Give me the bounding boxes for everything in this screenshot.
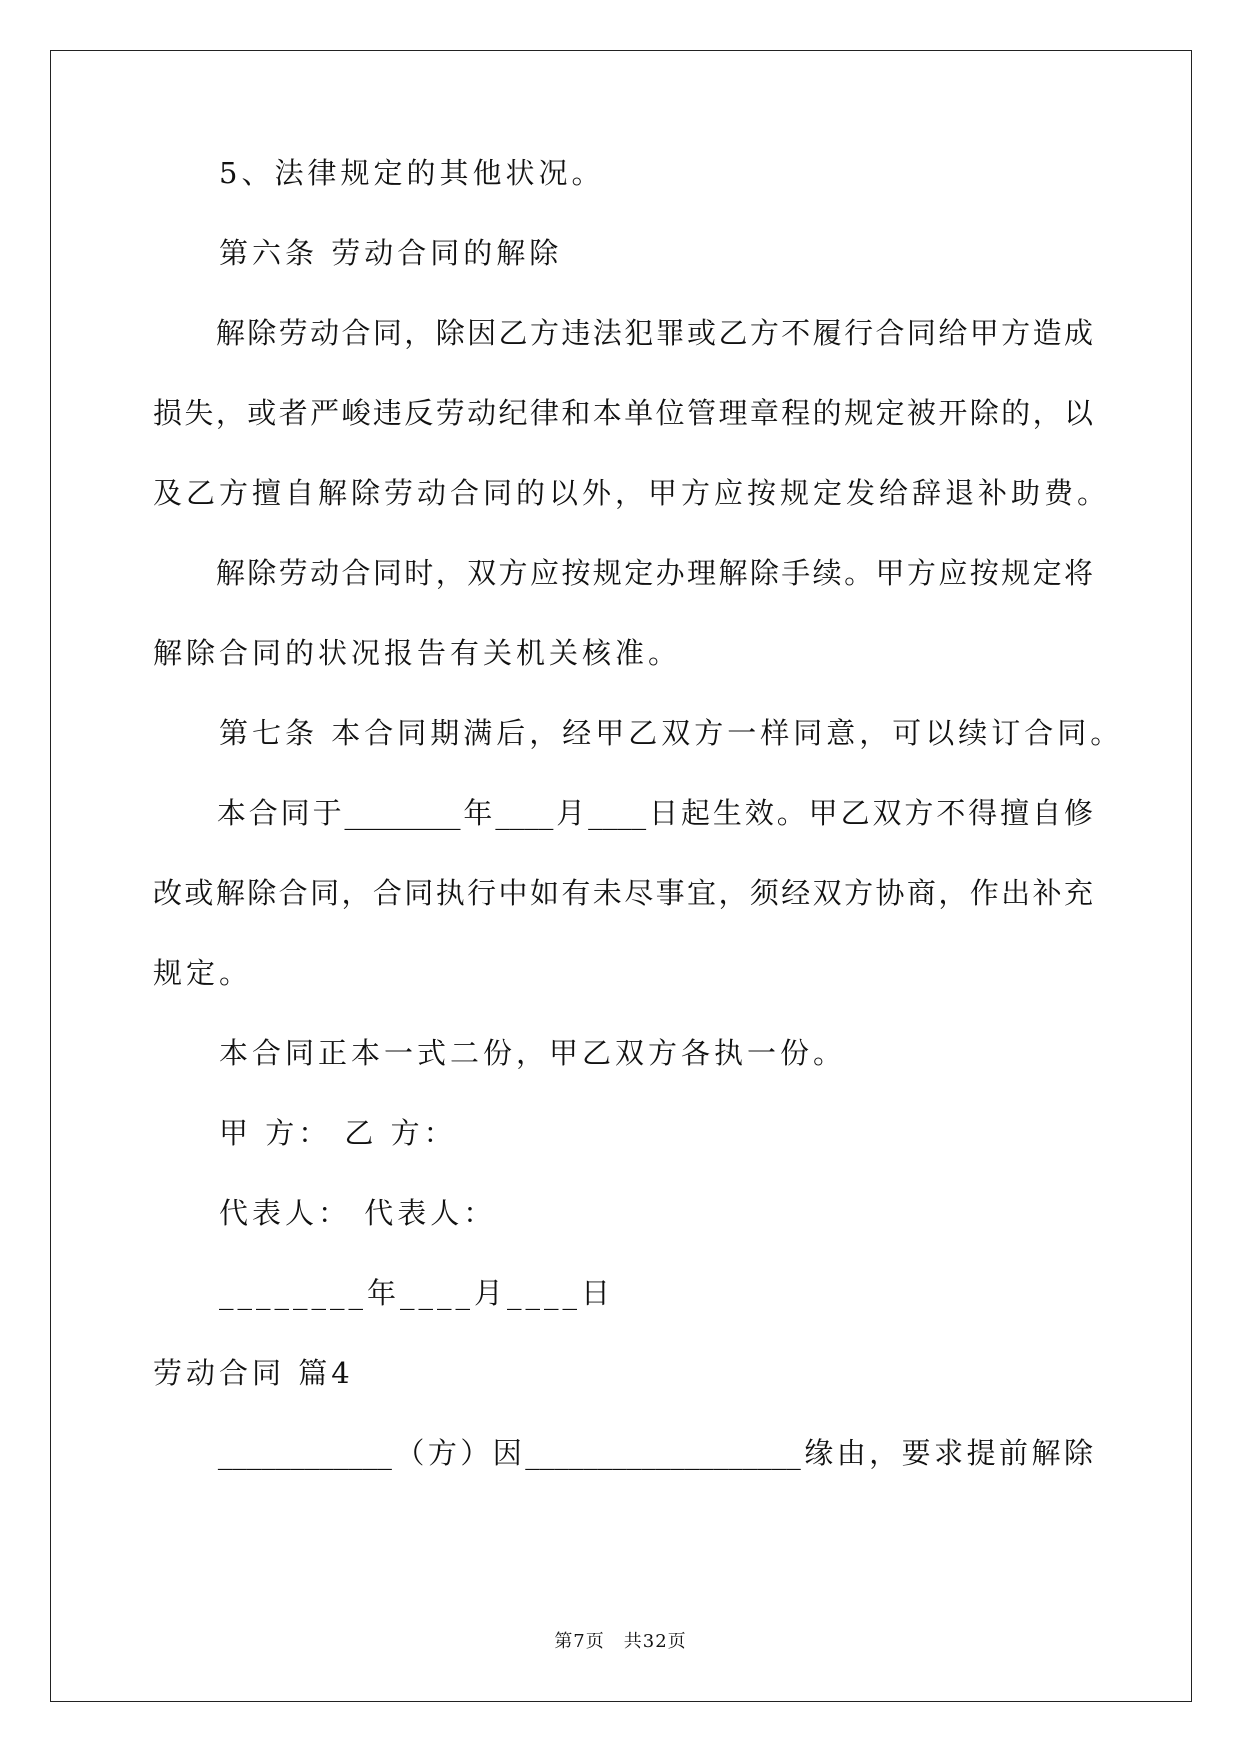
text-line: 5、法律规定的其他状况。 [153,156,605,190]
text-line: 本合同正本一式二份，甲乙双方各执一份。 [153,1036,847,1070]
text-line: 及乙方擅自解除劳动合同的以外，甲方应按规定发给辞退补助费。 [153,476,1111,510]
text-line: 解除劳动合同，除因乙方违法犯罪或乙方不履行合同给甲方造成 [153,316,1093,350]
section-heading: 第七条 本合同期满后，经甲乙双方一样同意，可以续订合同。 [153,716,1124,750]
signature-date-line: ________年____月____日 [153,1276,615,1310]
page-footer: 第7页 共32页 [554,1631,687,1652]
text-line: 规定。 [153,956,253,990]
article-title: 劳动合同 篇4 [153,1356,354,1390]
text-line: 改或解除合同，合同执行中如有未尽事宜，须经双方协商，作出补充 [153,876,1093,910]
text-line: 解除合同的状况报告有关机关核准。 [153,636,682,670]
signature-representative-line: 代表人： 代表人： [153,1196,497,1230]
text-line: ____________（方）因___________________缘由，要求提前解除 [153,1436,1093,1470]
section-heading: 第六条 劳动合同的解除 [153,236,563,270]
signature-party-line: 甲 方： 乙 方： [153,1116,457,1150]
text-line: 损失，或者严峻违反劳动纪律和本单位管理章程的规定被开除的，以 [153,396,1093,430]
text-line: 本合同于________年____月____日起生效。甲乙双方不得擅自修 [153,796,1093,830]
text-line: 解除劳动合同时，双方应按规定办理解除手续。甲方应按规定将 [153,556,1093,590]
